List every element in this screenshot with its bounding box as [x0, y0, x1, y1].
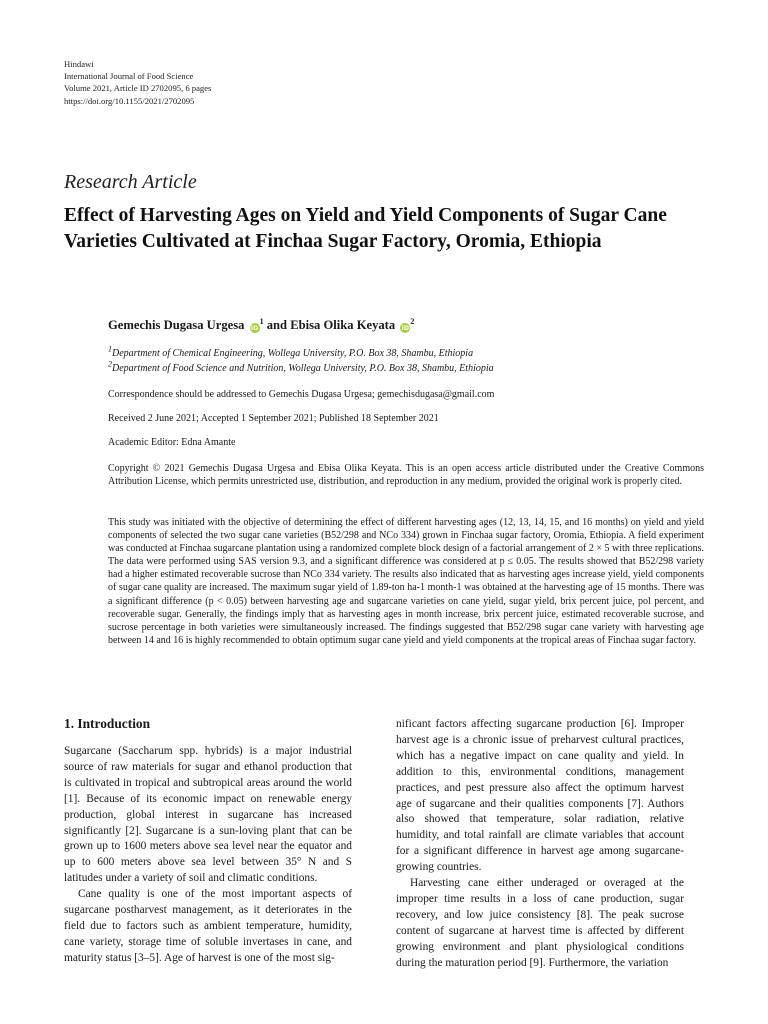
author-affil-sup: 1: [259, 316, 264, 326]
orcid-icon[interactable]: iD: [401, 324, 410, 332]
article-title: Effect of Harvesting Ages on Yield and Yield Components of Sugar Cane Varieties Cultivated at Finchaa Sugar Factory, Oromia, Ethiopia: [64, 205, 667, 252]
doi-link[interactable]: https://doi.org/10.1155/2021/2702095: [64, 95, 195, 106]
orcid-icon[interactable]: iD: [250, 324, 259, 332]
section-heading: 1. Introduction: [64, 716, 151, 731]
right-column: [396, 717, 684, 972]
publisher: Hindawi: [64, 59, 94, 69]
academic-editor: Academic Editor: Edna Amante: [108, 437, 236, 448]
abstract: This study was initiated with the objective of determining the effect of different harvesting ages (12, 13, 14, 15, and 16 months) on yield and yield components of selected the two sugar cane varieties (B52/298 and NCo 334) grown in Finchaa sugar factory, Oromia, Ethiopia. A field experiment was conducted at Finchaa sugarcane plantation using a randomized complete block design of a factorial arrangement of 2 × 5 with three replications. The data were performed using SAS version 9.3, and a significant difference was considered at p ≤ 0.05. The results showed that B52/298 variety had a higher estimated recoverable sucrose than NCo 334 variety. The results also indicated that as harvesting ages increase yield, yield components of sugar cane quality are increased. The maximum sugar yield of 1.89-ton ha-1 month-1 was obtained at the harvesting age of 15 months. There was a significant difference (p < 0.05) between harvesting age and sugarcane varieties on cane yield, sugar yield, brix percent juice, pol percent, and recoverable sugar. Generally, the findings imply that as harvesting ages in month increase, brix percent juice, estimated recoverable sucrose, and sucrose percentage in both varieties were simultaneously increased. The findings suggested that B52/298 sugar cane variety with harvesting age between 14 and 16 is highly recommended to obtain optimum sugar cane yield and yield components at the tropical areas of Finchaa sugar factory.: [108, 517, 704, 646]
author-affil-sup: 2: [410, 316, 415, 326]
journal-header: [64, 58, 211, 107]
author-joiner: and: [266, 318, 288, 332]
journal-name: International Journal of Food Science: [64, 71, 194, 82]
affiliation: $^1$Department of Chemical Engineering, Wollega University, P.O. Box 38, Shambu, Ethiopia: [108, 344, 474, 359]
paragraph: Sugarcane (Saccharum spp. hybrids) is a major industrial source of raw materials for sugar and ethanol production that is cultivated in tropical and subtropical areas around the world [1]. Because of its economic impact on renewable energy production, global interest in sugarcane has increased significantly [2]. Sugarcane is a sun-loving plant that can be grown up to 1600 meters above sea level near the equator and up to 600 meters above sea level between 35° N and S latitudes under a variety of soil and climatic conditions.: [64, 745, 352, 885]
affil-sup: 1: [108, 344, 112, 354]
copyright-notice: Copyright © 2021 Gemechis Dugasa Urgesa and Ebisa Olika Keyata. This is an open access article distributed under the Creative Commons Attribution License, which permits unrestricted use, distribution, and reproduction in any medium, provided the original work is properly cited.: [108, 463, 704, 488]
affiliation: $^2$Department of Food Science and Nutrition, Wollega University, P.O. Box 38, Shambu, Ethiopia: [108, 359, 494, 374]
author-name: Gemechis Dugasa Urgesa: [108, 318, 245, 332]
author-list: [108, 318, 414, 333]
left-column: [64, 744, 352, 967]
journal-volume: Volume 2021, Article ID 2702095, 6 pages: [64, 83, 212, 94]
paragraph: Harvesting cane either underaged or overaged at the improper time results in a loss of cane production, sugar recovery, and low juice consistency [8]. The peak sucrose content of sugarcane at harvest time is affected by different growing environment and plant physiological conditions during the maturation period [9]. Furthermore, the variation: [396, 877, 684, 969]
paragraph: nificant factors affecting sugarcane production [6]. Improper harvest age is a chronic issue of preharvest cultural practices, which has a negative impact on cane quality and yield. In addition to this, environmental conditions, management practices, and pest pressure also affect the optimum harvest age of sugarcane and their qualities components [7]. Authors also showed that temperature, solar radiation, relative humidity, and total rainfall are climate variables that account for a significant difference in harvest age among sugarcane-growing countries.: [396, 718, 684, 874]
author-name: Ebisa Olika Keyata: [290, 318, 396, 332]
dates: Received 2 June 2021; Accepted 1 September 2021; Published 18 September 2021: [108, 413, 439, 424]
correspondence: Correspondence should be addressed to Gemechis Dugasa Urgesa; gemechisdugasa@gmail.com: [108, 389, 495, 400]
paragraph: Cane quality is one of the most important aspects of sugarcane postharvest management, as it deteriorates in the field due to factors such as ambient temperature, humidity, cane variety, storage time of soluble invertases in cane, and maturity status [3–5]. Age of harvest is one of the most sig-: [64, 888, 352, 964]
affil-sup: 2: [108, 359, 112, 369]
article-type-label: Research Article: [64, 171, 197, 193]
